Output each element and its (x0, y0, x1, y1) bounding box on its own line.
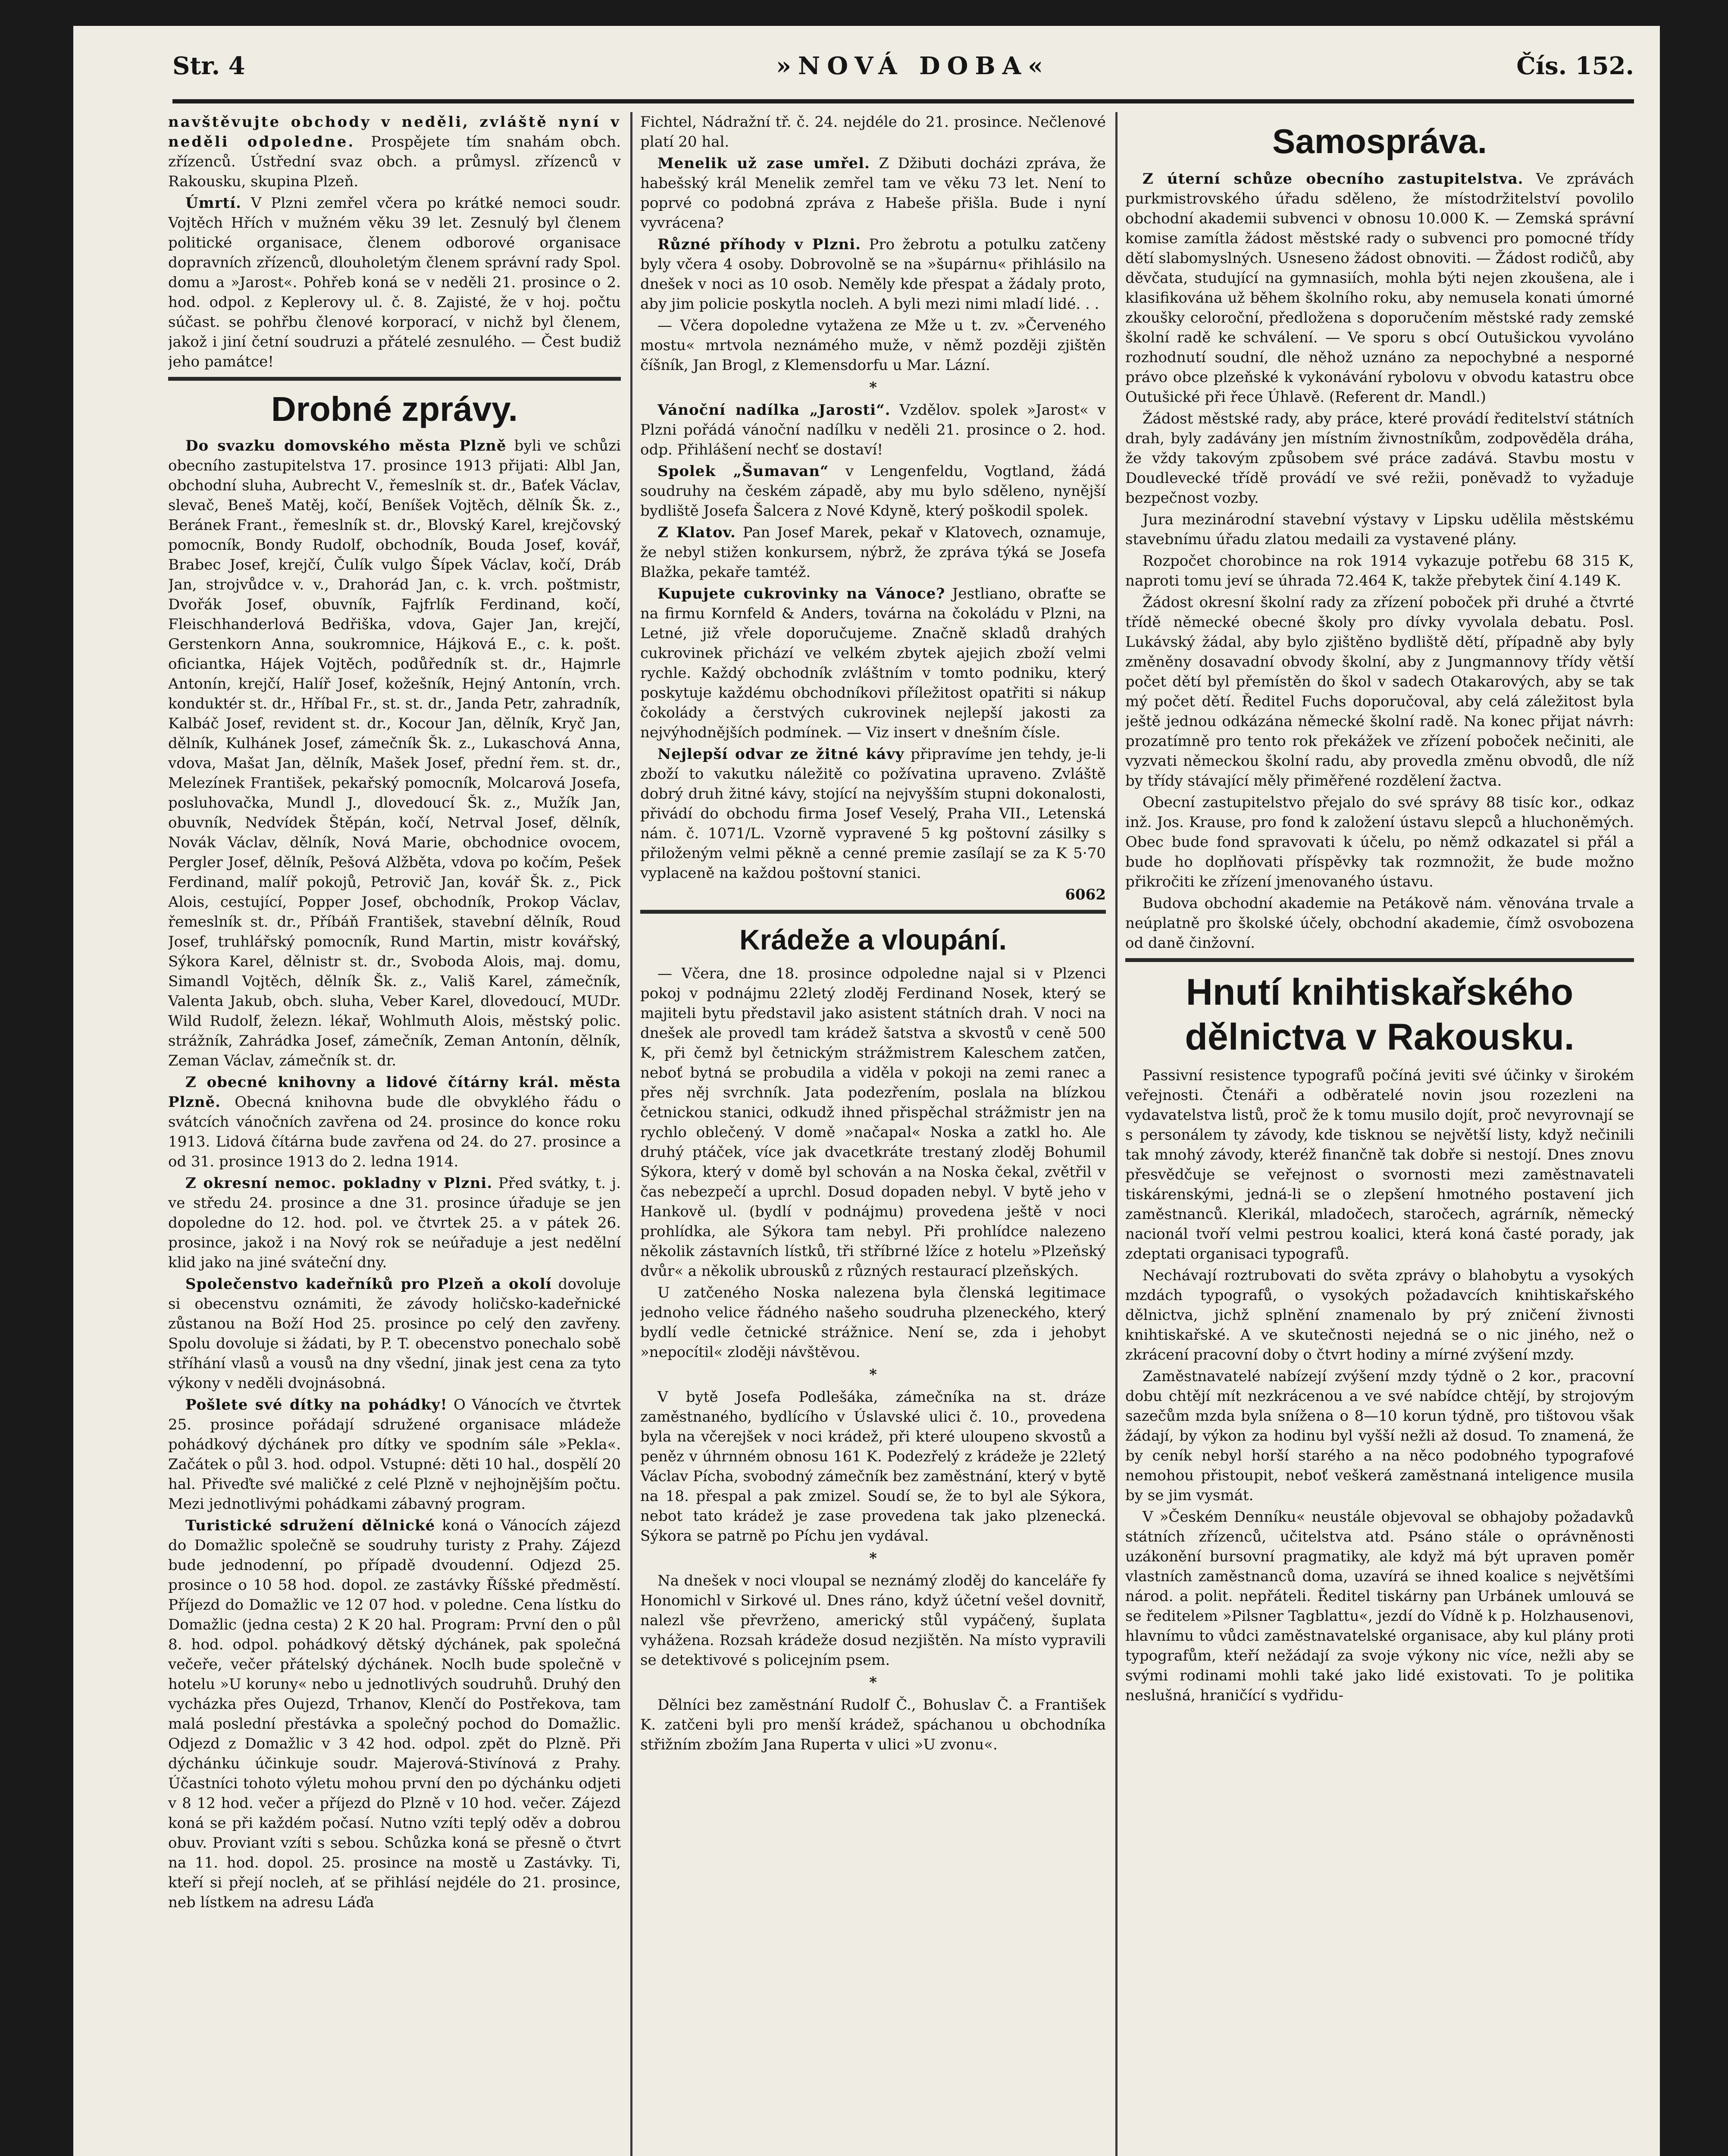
article: Dělníci bez zaměstnání Rudolf Č., Bohuslav Č. a František K. zatčeni byli pro menší krádež, spáchanou u obchodníka střižním zbožím Jana Ruperta v ulici »U zvonu«. (640, 1696, 1106, 1753)
issue-number: Čís. 152. (1516, 52, 1634, 80)
column-3 (1125, 112, 1634, 2156)
article: Z úterní schůze obecního zastupitelstva. Ve zprávách purkmistrovského úřadu sděleno, že místodržitelství povolilo obchodní akademii subvenci v obnosu 10.000 K. — Zemská správní komise zamítla žádost městské rady o subvenci pro pomocné třídy dětí slabomyslných. Usneseno žádost obnoviti. — Žádost rodičů, aby děvčata, studující na gymnasiích, mohla býti nejen zkoušena, ale i klasifikována už během školního roku, aby nemusela konati úmorné zkoušky celoroční, předložena s doporučením městské rady zemské školní radě ke schválení. — Ve sporu s obcí Outušickou vyvoláno rozhodnutí soudní, dle něhož uznáno za nepochybné a nesporné právo obce plzeňské k vykonávání rybolovu v obvodu katastru obce Outušické při řece Úhlavě. (Referent dr. Mandl.) (1125, 170, 1634, 406)
divider (640, 910, 1106, 914)
separator-star: * (869, 1366, 877, 1383)
article: Společenstvo kadeřníků pro Plzeň a okolí dovoluje si obecenstvu oznámiti, že závody holičsko-kadeřnické zůstanou na Boží Hod 25. prosince po celý den zavřeny. Spolu dovoluje si žádati, by P. T. obecenstvo ponechalo sobě stříhání vlasů a vousů na dny všední, jinak jest cena za tyto výkony v neděli dvojnásobná. (168, 1275, 621, 1392)
section-title: Krádeže a vloupání. (739, 924, 1007, 956)
article: Jura mezinárodní stavební výstavy v Lipsku udělila městskému stavebnímu úřadu zlatou medaili za vystavené plány. (1125, 511, 1634, 548)
article: Z Klatov. Pan Josef Marek, pekař v Klatovech, oznamuje, že nebyl stižen konkursem, nýbrž, že zpráva týká se Josefa Blažka, pekaře tamtéž. (640, 524, 1106, 581)
article: V »Českém Denníku« neustále objevoval se obhajoby požadavků státních zřízenců, učitelstva atd. Psáno stále o oprávněnosti uzákonění bursovní pragmatiky, ale když má být upraven poměr vlastních zaměstnanců doma, uzavírá se ihned koalice s největšími národ. a polit. nepřáteli. Ředitel tiskárny pan Urbánek umlouvá se se ředitelem »Pilsner Tagblattu«, jezdí do Vídně k p. Holzhausenovi, hlavnímu to vůdci zaměstnavatelské organisace, aby kul plány proti typografům, kteří nežádají za svoje výkony nic více, nežli aby se svými rodinami mohli také jako lidé existovati. To je politika neslušná, hraničící s vydřidu- (1125, 1508, 1634, 1704)
column-rule (1115, 112, 1118, 2156)
article: Turistické sdružení dělnické koná o Vánocích zájezd do Domažlic společně se soudruhy turisty z Prahy. Zájezd bude jednodenní, po případě dvoudenní. Odjezd 25. prosince o 10 58 hod. dopol. ze zastávky Říšské předměstí. Příjezd do Domažlic ve 12 07 hod. v poledne. Cena lístku do Domažlic (jedna cesta) 2 K 20 hal. Program: První den o půl 8. hod. odpol. pohádkový dětský dýchánek, pak společná večeře, večer přátelský dýchánek. Noclh bude společně v hotelu »U koruny« nebo u jednotlivých soudruhů. Druhý den vycházka přes Oujezd, Trhanov, Klenčí do Postřekova, tam malá poslední přestávka a společný pochod do Domažlic. Odjezd z Domažlic v 3 42 hod. odpol. zpět do Plzně. Při dýchánku účinkuje soudr. Majerová-Stivínová z Prahy. Účastníci tohoto výletu mohou první den po dýchánku odjeti v 8 12 hod. večer a příjezd do Plzně v 10 hod. večer. Zájezd koná se při každém počasí. Nutno vzíti teplý oděv a dobrou obuv. Proviant vzíti s sebou. Schůzka koná se přesně o čtvrt na 11. hod. dopol. 25. prosince na mostě u Zastávky. Ti, kteří si přejí noclеh, ať se přihlásí nejdéle do 21. prosince, neb lístkem na adresu Láďa (168, 1517, 621, 1911)
article: Na dnešek v noci vloupal se neznámý zloděj do kanceláře fy Honomichl v Sirkové ul. Dnes ráno, když účetní vešel dovnitř, nalezl vše převrženo, americký stůl vypáčený, šuplata vyhážena. Rozsah krádeže dosud nezjištěn. Na místo vypravili se detektivové s policejním psem. (640, 1572, 1106, 1669)
column-1 (168, 112, 621, 2156)
article: Do svazku domovského města Plzně byli ve schůzi obecního zastupitelstva 17. prosince 1913 přijati: Albl Jan, obchodní sluha, Aubrecht V., řemeslník st. dr., Baťek Václav, slevač, Beneš Matěj, kočí, Beníšek Vojtěch, dělník Šk. z., Beránek Frant., řemeslník st. dr., Blovský Karel, krejčovský pomocník, Bondy Rudolf, obchodník, Bouda Josef, kovář, Brabec Josef, krejčí, Čulík vulgo Šípek Václav, kočí, Dráb Jan, strojvůdce v. v., Drahorád Jan, c. k. vrch. poštmistr, Dvořák Josef, obuvník, Fajfrlík Ferdinand, kočí, Fleischhanderlová Bedřiška, vdova, Gajer Jan, krejčí, Gerstenkorn Anna, soukromnice, Hájková E., c. k. pošt. oficiantka, Hájek Vojtěch, podůředník st. dr., Hajmrle Antonín, krejčí, Halíř Josef, kožešník, Hejný Antonín, vrch. konduktér st. dr., Hříbal Fr., st. st. dr., Janda Petr, zahradník, Kalbáč Josef, revident st. dr., Kocour Jan, dělník, Kryč Jan, dělník, Kulhánek Josef, zámečník Šk. z., Lukaschová Anna, vdova, Mašat Jan, dělník, Mašek Josef, přední řem. st. dr., Melezínek František, pekařský pomocník, Molcarová Josefa, posluhovačka, Mundl J., dlovedoucí Šk. z., Mužík Jan, obuvník, Nedvídek Štěpán, kočí, Netrval Josef, dělník, Novák Václav, dělník, Nová Marie, obchodnice ovocem, Pergler Josef, dělník, Pešová Alžběta, vdova po kočím, Pešek Ferdinand, malíř pokojů, Petrovič Jan, kovář Šk. z., Pick Alois, cestující, Popper Josef, obchodník, Prokop Václav, řemeslník st. dr., Příbáň František, stavební dělník, Roud Josef, truhlářský pomocník, Rund Martin, mistr kovářský, Sýkora Karel, dělnistr st. dr., Svoboda Alois, maj. domu, Simandl Vojtěch, dělník Šk. z., Vališ Karel, zámečník, Valenta Jakub, obch. sluha, Veber Karel, dlovedoucí, MUDr. Wild Rudolf, železn. lékař, Wohlmuth Alois, městský polic. strážník, Zahrádka Josef, zámečník, Zeman Antonín, dělník, Zeman Václav, zámečník st. dr. (168, 437, 621, 1069)
article: Vánoční nadílka „Jarosti“. Vzdělov. spolek »Jarost« v Plzni pořádá vánoční nadílku v neděli 21. prosince o 2. hod. odp. Přihlášení nechť se dostaví! (640, 401, 1106, 458)
article: Rozpočet chorobince na rok 1914 vykazuje potřebu 68 315 K, naproti tomu jeví se úhrada 72.464 K, takže přebytek činí 4.149 K. (1125, 552, 1634, 589)
article: Úmrtí. V Plzni zemřel včera po krátké nemoci soudr. Vojtěch Hřích v mužném věku 39 let. Zesnulý byl členem politické organisace, členem odborové organisace dopravních zřízenců, dlouholetým členem správní rady Spol. domu a »Jarost«. Pohřeb koná se v neděli 21. prosince o 2. hod. odpol. z Keplerovy ul. č. 8. Zajisté, že v hoj. počtu súčast. se pohřbu členové korporací, v nichž byl členem, jakož i jiní četní soudruzi a přátelé zesnulého. — Čest budiž jeho památce! (168, 194, 621, 370)
article: Fichtel, Nádražní tř. č. 24. nejdéle do 21. prosince. Nečlenové platí 20 hal. (640, 113, 1106, 150)
article: Passivní resistence typografů počíná jeviti své účinky v širokém veřejnosti. Čtenáři a odběratelé novin jsou rozezleni na vydavatelstva listů, proč že k tomu musilo dojít, proč nevyrovnají se s personálem ty závody, kde tisknou se největší listy, když nečinili tak mnohý závody, kteréž finančně tak dobře si nestojí. Dnes znovu přesvědčuje se veřejnost o svornosti mezi zaměstnavateli tiskárenskými, jedná-li se o zlepšení hmotného postavení jich zaměstnanců. Klerikál, mladočech, staročech, agrárník, německý nacionál tvoří velmi pestrou koalici, která koná časté porady, jak zdeptati organisaci typografů. (1125, 1067, 1634, 1263)
article: Spolek „Šumavan“ v Lengenfeldu, Vogtland, žádá soudruhy na českém západě, aby mu bylo sděleno, nynější bydliště Josefa Šalcera z Nové Kdyně, který poškodil spolek. (640, 463, 1106, 520)
divider (1125, 958, 1634, 962)
article: Žádost městské rady, aby práce, které provádí ředitelství státních drah, byly zadávány jen místním živnostníkům, zodpověděla dráha, že vždy takovým způsobem své práce zadává. Stavbu mostu v Doudlevecké třídě provádí ve své režii, poněvadž to vyžaduje bezpečnost vozby. (1125, 410, 1634, 507)
section-title: Samospráva. (1272, 122, 1487, 160)
article: Žádost okresní školní rady za zřízení poboček při druhé a čtvrté třídě německé obecné školy pro dívky vyvolala debatu. Posl. Lukávský žádal, aby bylo zjištěno bydliště dětí, případně aby byly změněny dosavadní obvody školní, aby z Jungmannovy třídy větší počet dětí byl přemístěn do škol v sadech Otakarových, aby se tak mý počet dětí. Ředitel Fuchs doporučoval, aby celá záležitost byla ještě jednou odkázána německé školní radě. Na konec přijat návrh: prozatímně pro tento rok překážek ve zřízení poboček nečiniti, ale vyzvati německou školní radu, aby provedla změnu obvodů, dle níž by třídy stávající měly přiměřené rozdělení žactva. (1125, 594, 1634, 790)
article: Menelik už zase umřel. Z Džibuti docházi zpráva, že habešský král Menelik zemřel tam ve věku 73 let. Není to poprvé co podobná zpráva z Habeše přišla. Bude i nyní vyvrácena? (640, 155, 1106, 232)
newspaper-title: »NOVÁ DOBA« (776, 52, 1050, 80)
article: Pošlete své dítky na pohádky! O Vánocích ve čtvrtek 25. prosince pořádají sdružené organisace mládeže pohádkový dýchánek pro dítky ve spodním sále »Peklа«. Začátek o půl 3. hod. odpol. Vstupné: děti 10 hal., dospělí 20 hal. Přiveďte své maličké z celé Plzně v nejhojnějším počtu. Mezi jednotlivými pohádkami zábavný program. (168, 1396, 621, 1513)
article: Nechávají roztrubovati do světa zprávy o blahobytu a vysokých mzdách typografů, o vysokých požadavcích knihtiskařského dělnictva, jichž splnění znamenalo by prý zničení živnosti knihtiskařské. A ve skutečnosti nejedná se o nic jiného, než o zkrácení pracovní doby o čtvrt hodiny a mírné zvýšení mzdy. (1125, 1267, 1634, 1363)
article: Různé příhody v Plzni. Pro žebrotu a potulku zatčeny byly včera 4 osoby. Dobrovolně se na »šupárnu« přihlásilo na dnešek v noci as 10 osob. Neměly kde přespat a žádaly proto, aby jim policie poskytla noclеh. A byli mezi nimi mladí lidé. . . (640, 236, 1106, 313)
section-title: Drobné zprávy. (271, 390, 518, 428)
article: Z obecné knihovny a lidové čítárny král. města Plzně. Obecná knihovna bude dle obvyklého řádu o svátcích vánočních zavřena od 24. prosince do konce roku 1913. Lidová čítárna bude zavřena od 24. do 27. prosince a od 31. prosince 1913 do 2. ledna 1914. (168, 1074, 621, 1170)
article: Z okresní nemoc. pokladny v Plzni. Před svátky, t. j. ve středu 24. prosince a dne 31. prosince úřaduje se jen dopoledne do 12. hod. pol. ve čtvrtek 25. a v pátek 26. prosince, jakož i na Nový rok se neúřaduje a jest nedělní klid jako na jiné sváteční dny. (168, 1175, 621, 1271)
divider (168, 377, 621, 381)
article: — Včera dopoledne vytažena ze Mže u t. zv. »Červeného mostu« mrtvola neznámého muže, v němž později zjištěn číšník, Jan Brogl, z Klemensdorfu u Mar. Lázní. (640, 317, 1106, 374)
page-header (172, 43, 1634, 103)
page-number: Str. 4 (172, 52, 245, 80)
article: U zatčeného Noska nalezena byla členská legitimace jednoho velice řádného našeho soudruha plzeneckého, který bydlí vedle četnické strážnice. Není se, zda i jehobyt »nepocítil« zloději návštěvou. (640, 1284, 1106, 1361)
ad-number: 6062 (1065, 886, 1106, 903)
separator-star: * (869, 379, 877, 396)
section-title: Hnutí knihtiskařského dělnictva v Rakousku. (1185, 971, 1575, 1058)
article: Kupujete cukrovinky na Vánoce? Jestliano, obraťte se na firmu Kornfeld & Anders, továrna na čokoládu v Plzni, na Letné, již vřele doporučujeme. Značně skladů drahých cukrovinek přichází ve velkém zbytek ajejich zboží velmi rychle. Každý obchodník zvláštním v tomto podniku, který poskytuje každému obchodníkovi příležitost opatřiti si nákup čokolády a čerstvých cukrovinek nejlepší jakosti za nejvýhodnějších podmínek. — Viz insert v dnešním čísle. (640, 585, 1106, 741)
column-2 (640, 112, 1106, 2156)
separator-star: * (869, 1550, 877, 1567)
newspaper-page (73, 26, 1660, 2156)
article: V bytě Josefa Podlešáka, zámečníka na st. dráze zaměstnaného, bydlícího v Úslavské ulici č. 10., provedena byla na včerejšek v noci krádež, při které uloupeno skvostů a peněz v úhrnném obnosu 161 K. Podezřelý z krádeže je 22letý Václav Pícha, svobodný zámečník bez zaměstnání, který v bytě na 18. přespal a pak zmizel. Soudí se, že to byl ale Sýkora, nebot tato krádež je zase provedena tak jako plzenecká. Sýkora se patrně po Píchu jen vydával. (640, 1388, 1106, 1545)
article: — Včera, dne 18. prosince odpoledne najal si v Plzenci pokoj v podnájmu 22letý zloděj Ferdinand Nosek, který se majiteli bytu představil jako asistent státních drah. V noci na dnešek ale provedl tam krádež šatstva a skvostů v ceně 500 K, při čemž byl četnickým strážmistrem Kaleschem zatčen, neboť bytná se probudila a viděla v pokoji na zemi ranec a přes něj svrchník. Jata podezřením, poslala na blízkou četnickou stanici, odkudž ihned přispěchal strážmistr jen na rychlo oblečený. V domě »načapal« Noska a zatkl ho. Ale druhý ptáček, více jak dvacetkráte trestaný zloděj Bohumil Sýkora, který v domě byl schován a na Noska čekal, zvětřil v čas nebezpečí a uprchl. Dosud dopaden nebyl. V bytě jeho v Hankově ul. (bydlí v podnájmu) provedena ještě v noci prohlídka, ale Sýkora tam nebyl. Při prohlídce nalezeno několik zástavních lístků, tři stříbrné lžíce z hotelu »Plzeňský dvůr« a několik ubrousků z různých restaurací plzeňských. (640, 965, 1106, 1280)
article: Budova obchodní akademie na Petákově nám. věnována trvale a neúplatně pro školské účely, obchodní akademie, čímž osvobozena od daně činžovní. (1125, 895, 1634, 952)
article: navštěvujte obchody v neděli, zvláště nyní v neděli odpoledne. Prospějete tím snahám obch. zřízenců. Ústřední svaz obch. a průmysl. zřízenců v Rakousku, skupina Plzeň. (168, 113, 621, 190)
article: Zaměstnavatelé nabízejí zvýšení mzdy týdně o 2 kor., pracovní dobu chtějí mít nezkrácenou a ve své nabídce chtějí, by strojovým sazečům mzda byla snížena o 8—10 korun týdně, pro tištovou však žádají, by výkon za hodinu byl vyšší nežli až dosud. To znamená, že by ceník nebyl horší starého a na něco podobného typografové nemohou přistoupit, neboť veškerá zaměstnaná inteligence musila by se jim vysmát. (1125, 1368, 1634, 1504)
column-rule (630, 112, 632, 2156)
article: Obecní zastupitelstvo přejalo do své správy 88 tisíc kor., odkaz inž. Jos. Krause, pro fond k založení ústavu slepců a hluchoněmých. Obec bude fond spravovati k účelu, po němž odkazatel si přál a bude ho doplňovati příspěvky tak rozmnožit, že bude možno přikročiti ke zřízení jmenovaného ústavu. (1125, 794, 1634, 890)
separator-star: * (869, 1674, 877, 1691)
article: Nejlepší odvar ze žitné kávy připravíme jen tehdy, je-li zboží to vakutku náležitě co požívatina upraveno. Zvláště dobrý druh žitné kávy, stojící na nejvyšším stupni dokonalosti, přivádí do obchodu firma Josef Veselý, Praha VII., Letenská nám. č. 1071/L. Vzorně vypravené 5 kg poštovní zásilky s přiloženým velmi pěkně a cenné premie zasílají se za K 5·70 vyplaceně na každou poštovní stanici. (640, 746, 1106, 882)
